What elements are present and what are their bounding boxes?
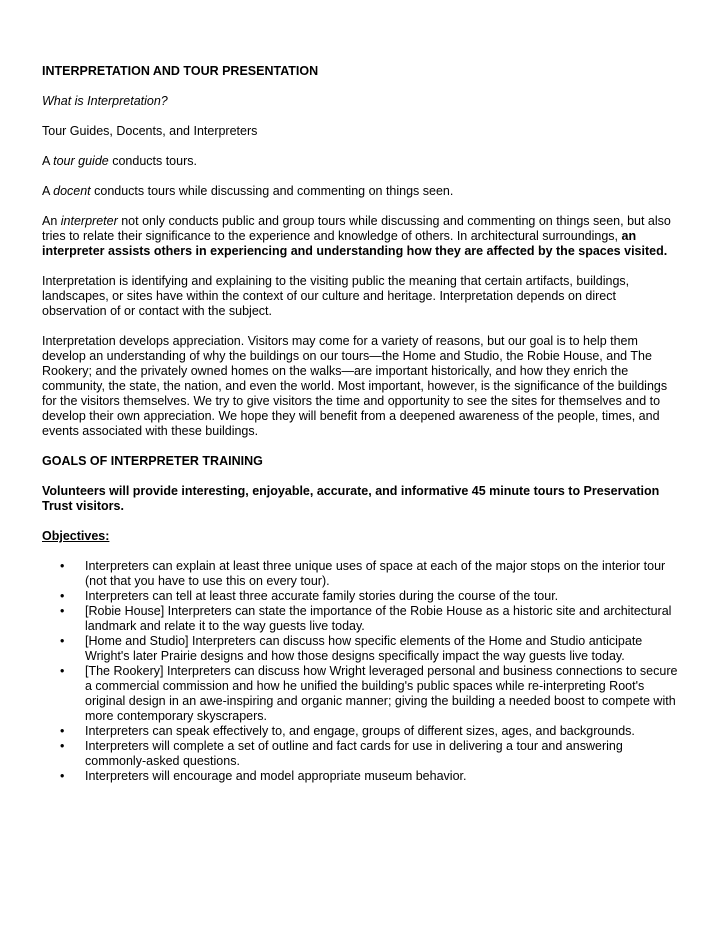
objectives-list <box>42 559 682 784</box>
document-title: INTERPRETATION AND TOUR PRESENTATION <box>42 64 319 78</box>
what-is-interpretation-heading: What is Interpretation? <box>42 94 168 108</box>
list-item: • Interpreters will complete a set of outline and fact cards for use in delivering a tour and answering commonly-asked questions. <box>60 739 623 768</box>
list-item: • Interpreters can tell at least three accurate family stories during the course of the tour. <box>60 589 559 603</box>
list-item: • Interpreters can speak effectively to, and engage, groups of different sizes, ages, and backgrounds. <box>60 724 635 738</box>
goals-statement: Volunteers will provide interesting, enjoyable, accurate, and informative 45 minute tours to Preservation Trust visitors. <box>42 484 660 513</box>
bullet-icon: • <box>60 739 65 753</box>
bullet-icon: • <box>60 589 65 603</box>
interpreter-definition: An interpreter not only conducts public and group tours while discussing and commenting on things seen, but also tries to relate their significance to the experience and knowledge of others. In architectural surroundings, an interpreter assists others in experiencing and understanding how they are affected by the spaces visited. <box>42 214 671 258</box>
list-item: • [Robie House] Interpreters can state the importance of the Robie House as a historic site and architectural landmark and relate it to the way guests live today. <box>60 604 672 633</box>
bullet-icon: • <box>60 769 65 783</box>
list-item: • Interpreters will encourage and model appropriate museum behavior. <box>60 769 467 783</box>
interpretation-appreciation-paragraph: Interpretation develops appreciation. Visitors may come for a variety of reasons, but our goal is to help them develop an understanding of why the buildings on our tours—the Home and Studio, the Robie House, and The Rookery; and the privately owned homes on the walks—are important historically, and how they enrich the community, the state, the nation, and even the world. Most important, however, is the significance of the buildings for the visitors themselves. We try to give visitors the time and opportunity to see the sites for themselves and to develop their own appreciation. We hope they will benefit from a deepened awareness of the people, times, and events associated with these buildings. <box>42 334 668 438</box>
tour-guide-definition: A tour guide conducts tours. <box>42 154 197 168</box>
document-page <box>42 64 682 784</box>
roles-heading: Tour Guides, Docents, and Interpreters <box>42 124 258 138</box>
list-item: • [The Rookery] Interpreters can discuss how Wright leveraged personal and business connections to secure a commercial commission and how he unified the building's public spaces while re-interpreting Root's original design in an awe-inspiring and organic manner; giving the building a needed boost to compete with more contemporary skyscrapers. <box>60 664 678 723</box>
bullet-icon: • <box>60 724 65 738</box>
goals-heading: GOALS OF INTERPRETER TRAINING <box>42 454 263 468</box>
list-item: • Interpreters can explain at least three unique uses of space at each of the major stops on the interior tour (not that you have to use this on every tour). <box>60 559 666 588</box>
interpretation-identifying-paragraph: Interpretation is identifying and explaining to the visiting public the meaning that certain artifacts, buildings, landscapes, or sites have within the context of our culture and heritage. Interpretation depends on direct observation of or contact with the subject. <box>42 274 630 318</box>
bullet-icon: • <box>60 634 65 648</box>
docent-definition: A docent conducts tours while discussing and commenting on things seen. <box>42 184 454 198</box>
bullet-icon: • <box>60 559 65 573</box>
bullet-icon: • <box>60 664 65 678</box>
objectives-heading: Objectives: <box>42 529 110 543</box>
list-item: • [Home and Studio] Interpreters can discuss how specific elements of the Home and Studio anticipate Wright's later Prairie designs and how those designs specifically impact the way guests live today. <box>60 634 643 663</box>
bullet-icon: • <box>60 604 65 618</box>
